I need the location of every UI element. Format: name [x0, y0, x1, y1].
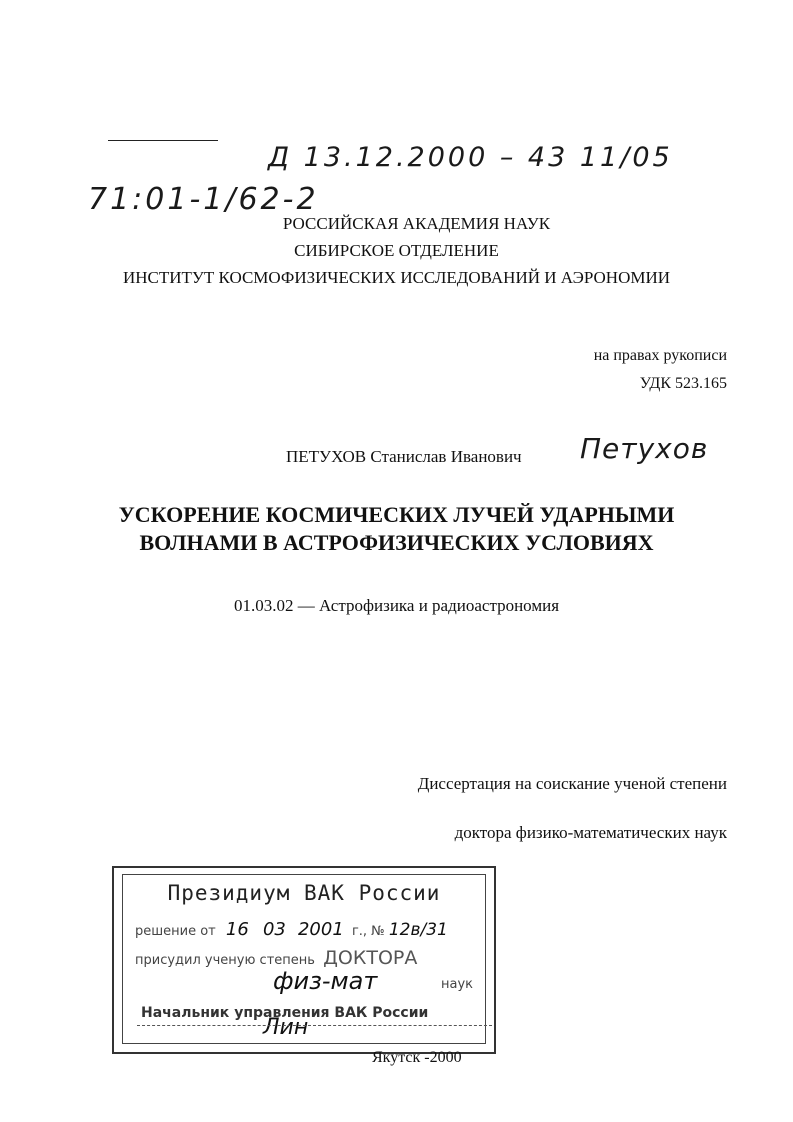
udk-code: УДК 523.165: [639, 375, 727, 392]
handwritten-code: 71:01-1/62-2: [88, 182, 319, 217]
author-signature: Петухов: [580, 432, 709, 465]
author-name: ПЕТУХОВ Станислав Иванович: [286, 447, 522, 466]
branch-name: СИБИРСКОЕ ОТДЕЛЕНИЕ: [294, 241, 499, 260]
stamp-number: 12в/31: [388, 920, 448, 940]
manuscript-note: на правах рукописи: [593, 347, 727, 364]
institute-name: ИНСТИТУТ КОСМОФИЗИЧЕСКИХ ИССЛЕДОВАНИЙ И АЭРОНОМИИ: [122, 268, 671, 287]
stamp-number-prefix: г., №: [351, 924, 385, 939]
stamp-degree-handwritten: ДОКТОРА: [323, 947, 418, 969]
stamp-field-suffix: наук: [441, 977, 474, 992]
stamp-decision-prefix: решение от: [135, 924, 216, 939]
academy-name: РОССИЙСКАЯ АКАДЕМИЯ НАУК: [282, 214, 551, 233]
specialty: 01.03.02 — Астрофизика и радиоастрономия: [233, 596, 560, 615]
stamp-field-handwritten: физ-мат: [273, 967, 378, 995]
vak-stamp: [112, 866, 496, 1054]
stamp-awarded-line: [135, 947, 417, 969]
stamp-inner-border: [122, 874, 486, 1044]
stamp-head-title: Начальник управления ВАК России: [141, 1005, 429, 1021]
dissertation-title-line1: УСКОРЕНИЕ КОСМИЧЕСКИХ ЛУЧЕЙ УДАРНЫМИ: [118, 502, 675, 527]
stamp-date-month: 03: [262, 919, 286, 940]
dissertation-title-line2: ВОЛНАМИ В АСТРОФИЗИЧЕСКИХ УСЛОВИЯХ: [139, 530, 654, 555]
stamp-date-year: 2001: [297, 919, 344, 940]
stamp-awarded: присудил ученую степень: [135, 953, 315, 968]
handwritten-registration: Д 13.12.2000 – 43 11/05: [268, 142, 673, 173]
stamp-signature-line: [137, 1025, 492, 1026]
stamp-head-signature: Лин: [263, 1015, 309, 1040]
degree-line1: Диссертация на соискание ученой степени: [417, 774, 727, 793]
stamp-decision-line: [135, 919, 448, 940]
degree-line2: доктора физико-математических наук: [454, 823, 727, 842]
top-rule: [108, 140, 218, 141]
city-year: Якутск -2000: [372, 1049, 462, 1066]
stamp-date-day: 16: [225, 919, 249, 940]
stamp-title: Президиум ВАК России: [167, 881, 441, 905]
